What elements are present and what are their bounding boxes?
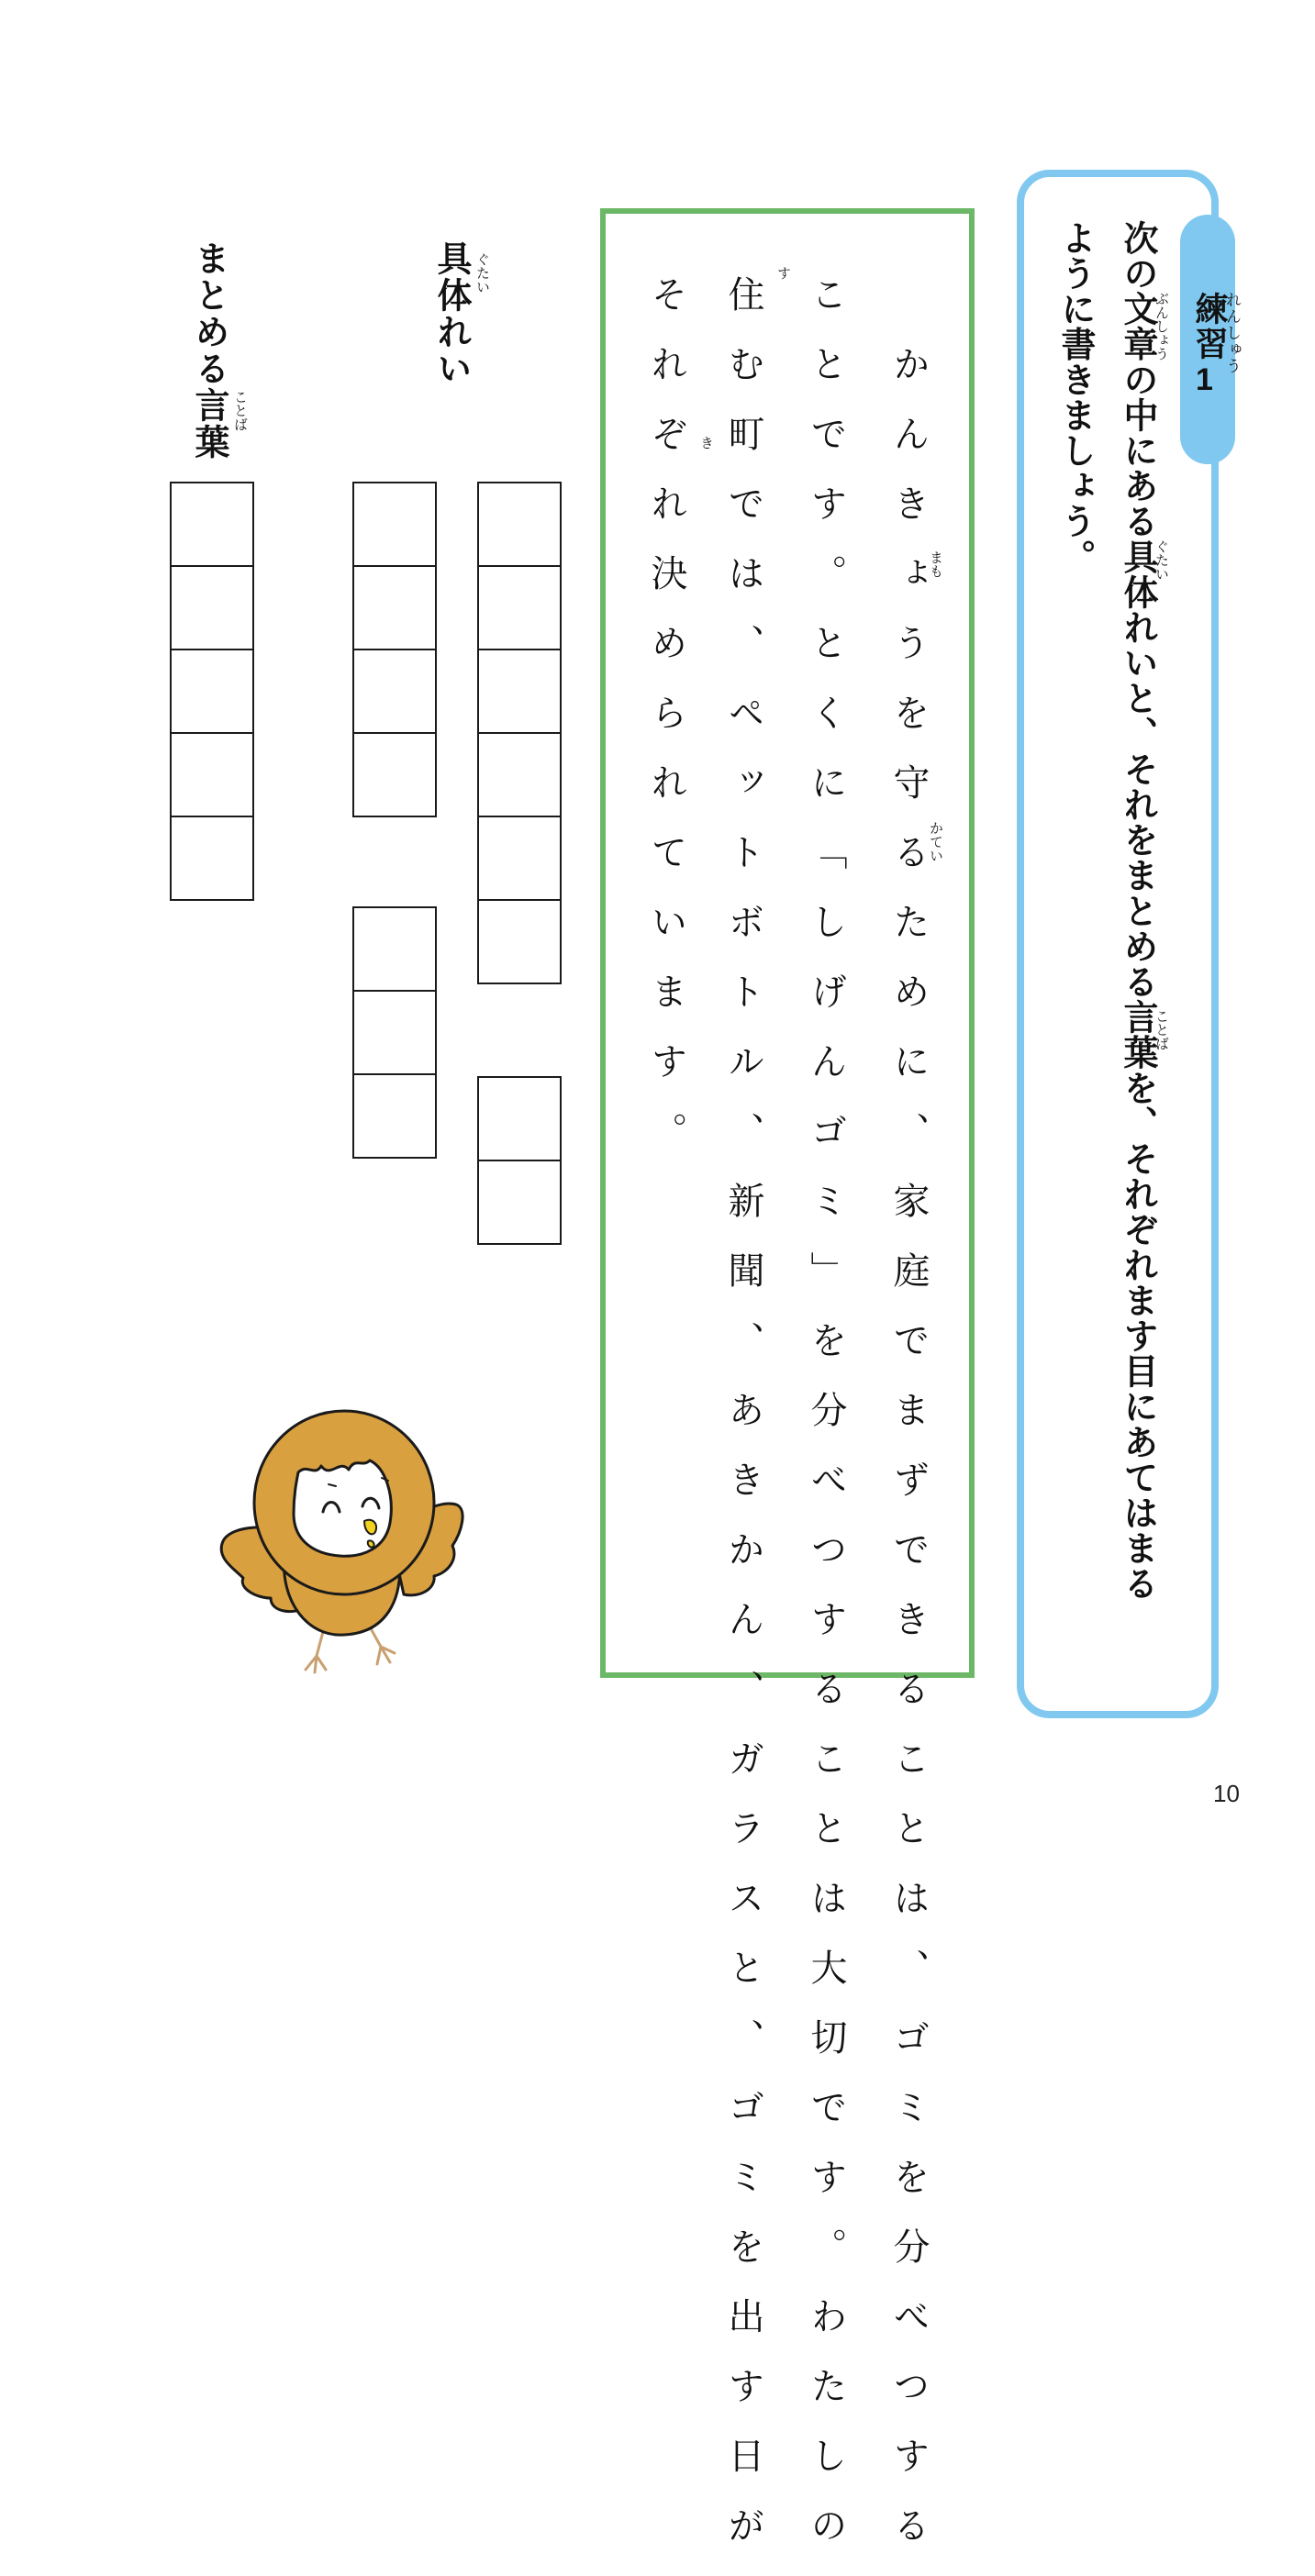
answer-cell[interactable] <box>170 565 254 649</box>
answer-cell[interactable] <box>170 649 254 732</box>
instruction-line-2: ように書きましょう。 <box>1055 220 1096 574</box>
instruction-line-1: 次の文章の中にある具体れいと、それをまとめる言葉を、それぞれます目にあてはまる <box>1118 220 1158 1602</box>
answer-cell[interactable] <box>477 1160 562 1245</box>
summary-label: まとめる言葉 <box>189 240 229 461</box>
ruby-ki: き <box>698 436 715 450</box>
answer-cell[interactable] <box>477 899 562 984</box>
answer-cell[interactable] <box>352 565 437 649</box>
answer-cell[interactable] <box>170 732 254 816</box>
exercise-tab-ruby: れんしゅう <box>1222 292 1241 374</box>
passage-line-3: 住む町では、ペットボトル、新聞、あきかん、ガラスと、ゴミを出す日が <box>722 275 764 2576</box>
example-answer-grid-left-top <box>352 482 437 817</box>
ruby-gutai: ぐたい <box>1153 539 1170 581</box>
ruby-kotoba: ことば <box>1153 1009 1170 1050</box>
answer-cell[interactable] <box>477 816 562 899</box>
example-answer-grid-right-top <box>477 482 562 984</box>
passage-line-2: ことです。とくに「しげんゴミ」を分べつすることは大切です。わたしの <box>805 275 847 2576</box>
passage-line-4: それぞれ決められています。 <box>645 275 687 1182</box>
answer-cell[interactable] <box>477 565 562 649</box>
answer-cell[interactable] <box>477 732 562 816</box>
ruby-bunshou: ぶんしょう <box>1153 292 1170 361</box>
answer-cell[interactable] <box>352 482 437 565</box>
answer-cell[interactable] <box>477 649 562 732</box>
example-answer-grid-left-bottom <box>352 906 437 1159</box>
answer-cell[interactable] <box>170 482 254 565</box>
answer-cell[interactable] <box>352 649 437 732</box>
ruby-mamo: まも <box>928 550 944 578</box>
answer-cell[interactable] <box>477 482 562 565</box>
owl-mascot-icon <box>206 1394 482 1679</box>
examples-label: 具体れい <box>431 240 472 387</box>
answer-cell[interactable] <box>352 732 437 817</box>
ruby-su: す <box>775 266 792 280</box>
examples-label-ruby: ぐたい <box>474 252 491 294</box>
page-number: 10 <box>1213 1780 1240 1807</box>
passage-line-1: かんきょうを守るために、家庭でまずできることは、ゴミを分べつする <box>887 275 930 2576</box>
ruby-katei: かてい <box>928 821 944 862</box>
example-answer-grid-right-bottom <box>477 1076 562 1245</box>
answer-cell[interactable] <box>352 906 437 990</box>
summary-answer-grid <box>170 482 254 901</box>
answer-cell[interactable] <box>352 1073 437 1159</box>
answer-cell[interactable] <box>352 990 437 1073</box>
summary-label-ruby: ことば <box>232 390 249 431</box>
exercise-tab-number: 1 <box>1196 362 1213 397</box>
answer-cell[interactable] <box>170 816 254 901</box>
answer-cell[interactable] <box>477 1076 562 1160</box>
exercise-tab-label: 練習 <box>1190 292 1228 361</box>
